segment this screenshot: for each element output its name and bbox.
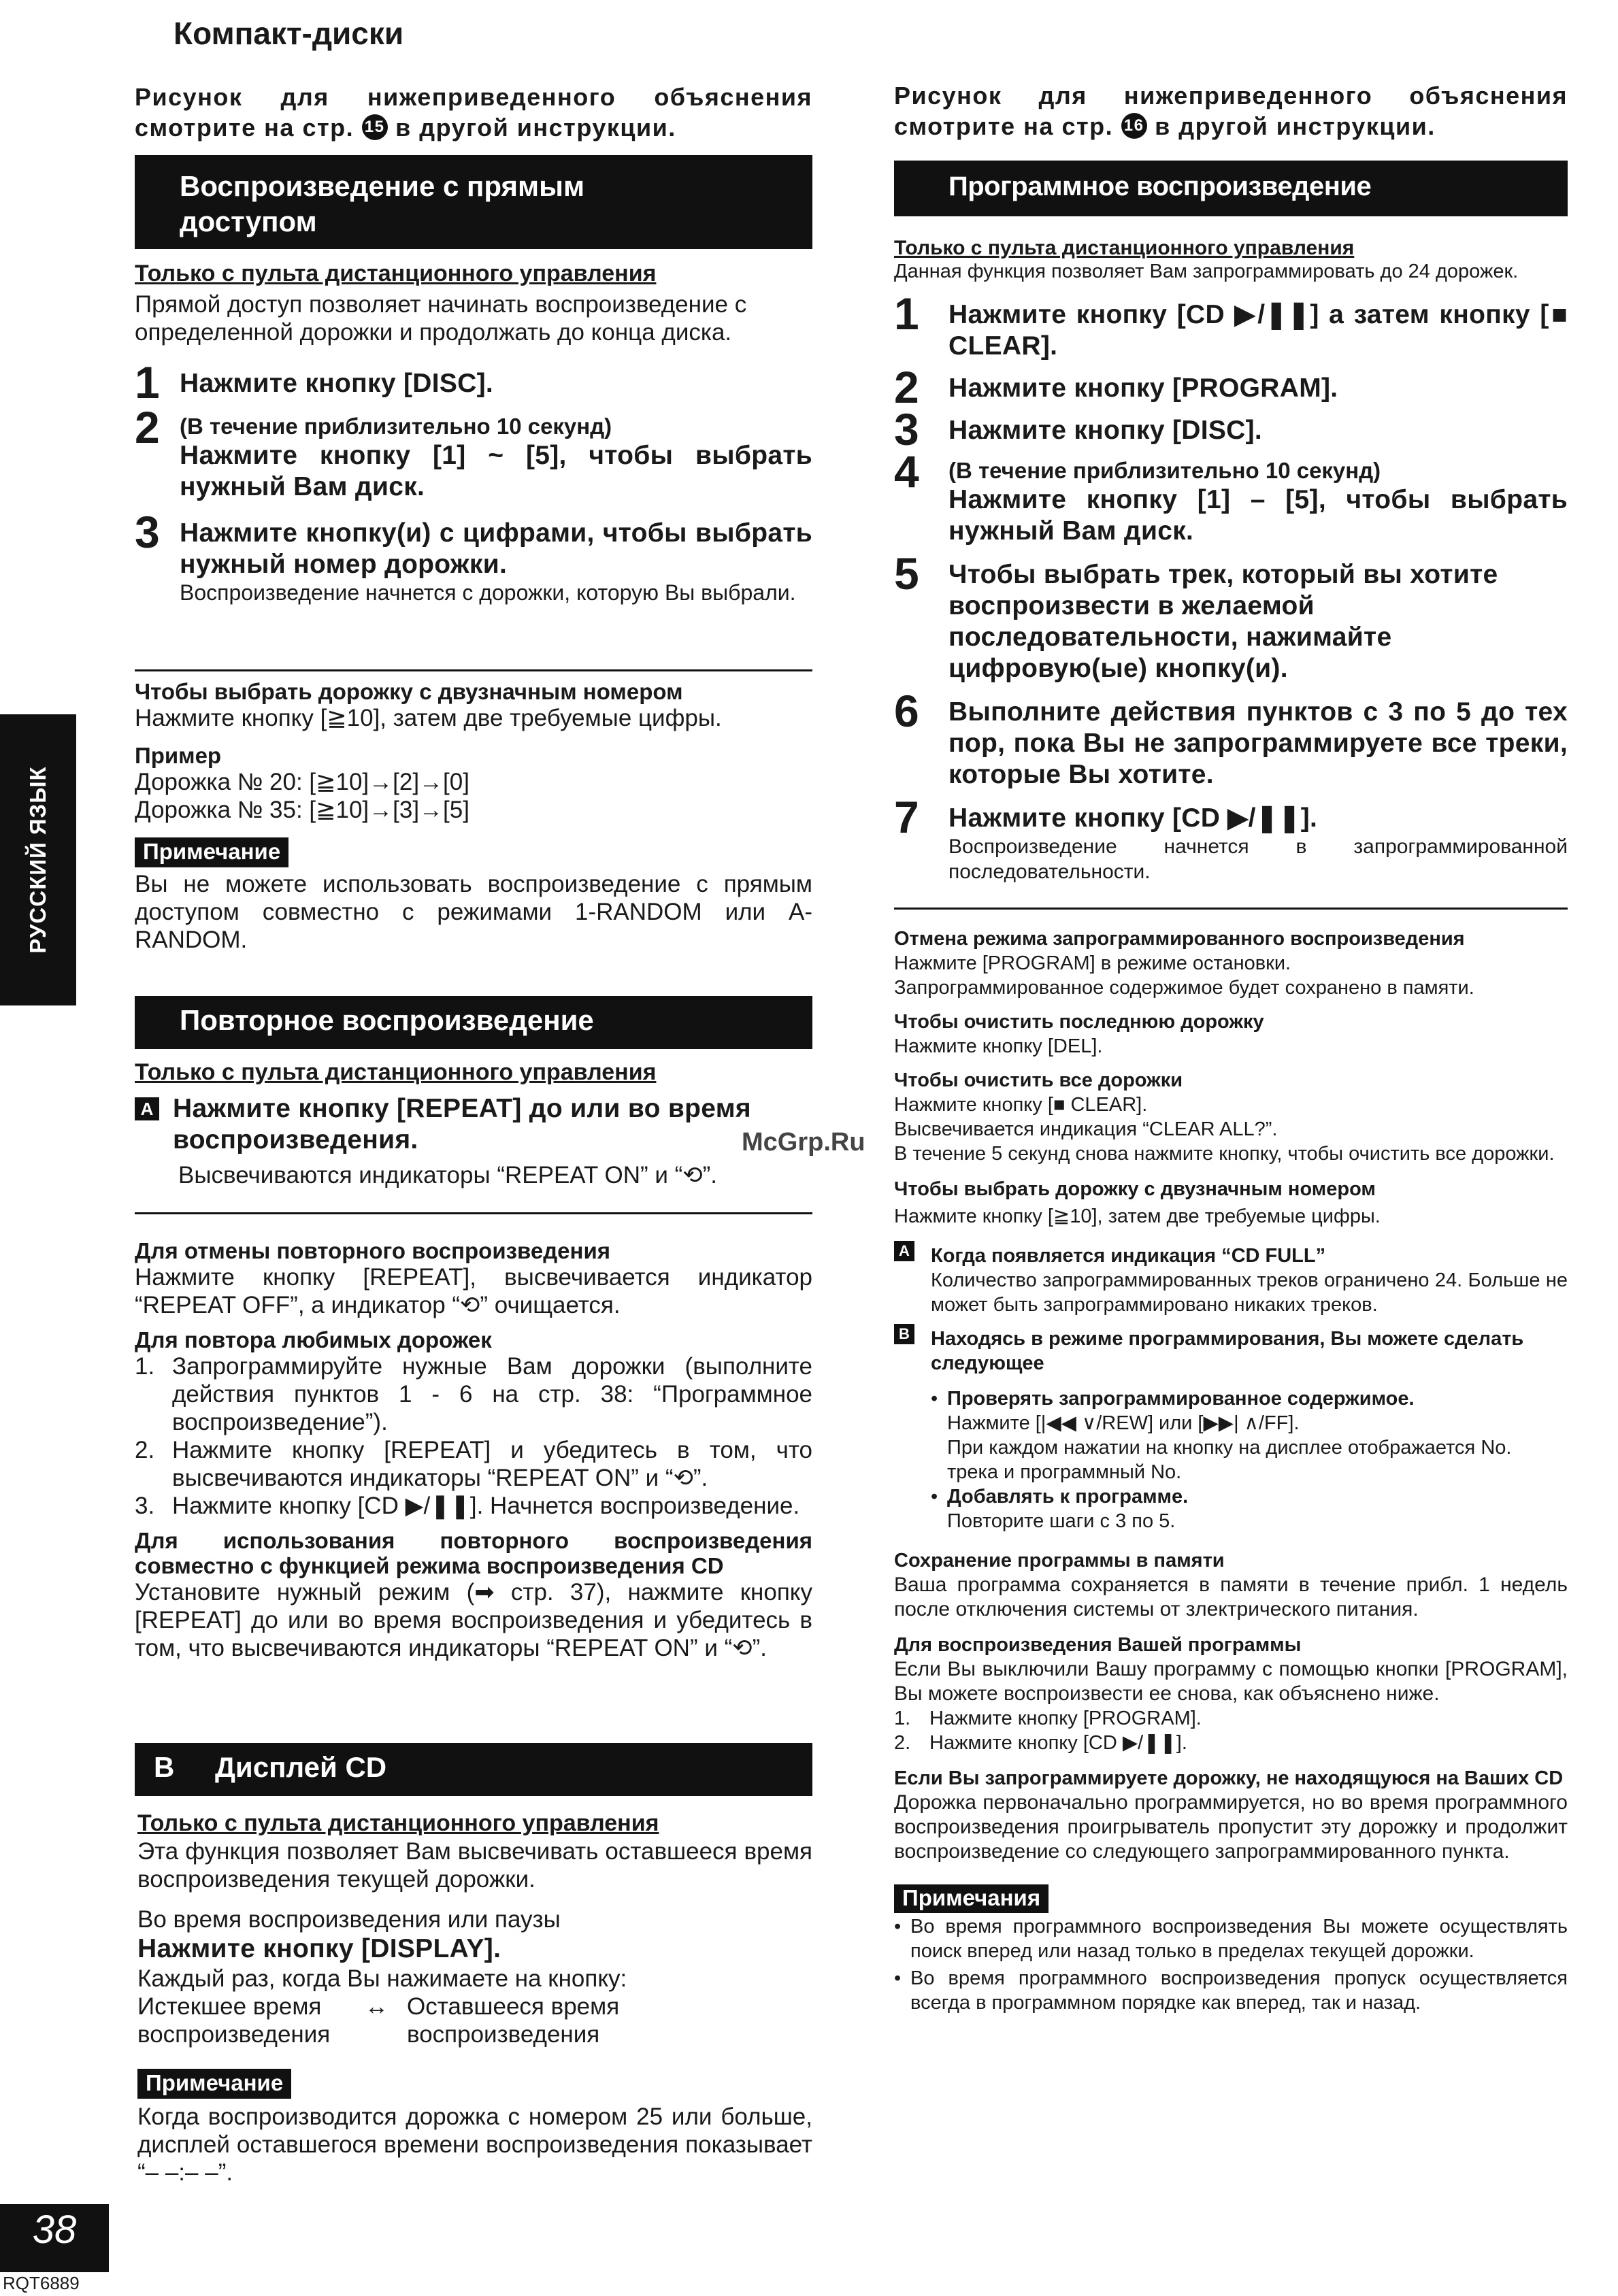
- prog-step-2: 2 Нажмите кнопку [PROGRAM].: [894, 362, 1338, 412]
- divider: [894, 908, 1568, 910]
- right-intro: Рисунок для нижеприведенного объяснения смотрите на стр. 16 в другой инструкции.: [894, 82, 1568, 140]
- cancel-repeat-text: Нажмите кнопку [REPEAT], высвечивается индикатор “REPEAT OFF”, а индикатор “⟲” очищается.: [135, 1264, 812, 1318]
- two-digit-head: Чтобы выбрать дорожку с двузначным номером: [135, 679, 683, 704]
- b-bullet-2: • Добавлять к программе. Повторите шаги с 3 по 5.: [931, 1486, 1189, 1532]
- clear-last-text: Нажмите кнопку [DEL].: [894, 1035, 1103, 1057]
- display-section: [137, 1810, 812, 2186]
- notes-item-1: • Во время программного воспроизведения Вы можете осуществлять поиск вперед или назад только в пределах текущей дорожки.: [894, 1916, 1568, 1962]
- page-ref-badge: 16: [1121, 113, 1147, 139]
- note-b: B Находясь в режиме программирования, Вы можете сделать следующее • Проверять запрограммированное содержимое. Нажмите [|◀◀ ∨/REW] или [▶▶| ∧/FF]. При каждом нажатии на кнопку на дисплее отображается No. трека и программный No. • Добавлять к программе. Повторите шаги с 3 по 5.: [894, 1327, 1568, 1533]
- prog-step-1: 1 Нажмите кнопку [CD ▶/❚❚] а затем кнопку [■ CLEAR].: [894, 288, 1568, 361]
- example-1: Дорожка № 20: [≧10]→[2]→[0]: [135, 769, 469, 795]
- mode-head: Для использования повторного воспроизведения совместно с функцией режима воспроизведения CD: [135, 1528, 812, 1578]
- repeat-section: [135, 1059, 812, 1189]
- section-header-program: Программное воспроизведение: [894, 161, 1568, 216]
- page-number-box: [0, 2204, 109, 2272]
- section-header-display: B Дисплей CD: [135, 1743, 812, 1796]
- save-text: Ваша программа сохраняется в памяти в течение прибл. 1 недель после отключения системы от злектрического питания.: [894, 1574, 1568, 1620]
- save-head: Сохранение программы в памяти: [894, 1550, 1225, 1571]
- display-cycle: Истекшее время воспроизведения ↔ Оставшееся время воспроизведения: [137, 1993, 620, 2048]
- display-during: Во время воспроизведения или паузы: [137, 1906, 561, 1933]
- prog-step-7: 7 Нажмите кнопку [CD ▶/❚❚]. Воспроизведение начнется в запрограммированной последовательности.: [894, 792, 1568, 883]
- watermark: McGrp.Ru: [742, 1128, 865, 1157]
- program-details: [894, 927, 1568, 2015]
- prog-step-6: 6 Выполните действия пунктов с 3 по 5 до тех пор, пока Вы не запрограммируете все треки, которые Вы хотите.: [894, 686, 1568, 789]
- cancel-program-head: Отмена режима запрограммированного воспроизведения: [894, 928, 1465, 950]
- direct-desc: Прямой доступ позволяет начинать воспроизведение с определенной дорожки и продолжать до конца диска.: [135, 291, 747, 346]
- step-3: 3 Нажмите кнопку(и) с цифрами, чтобы выбрать нужный номер дорожки. Воспроизведение начнется с дорожки, которую Вы выбрали.: [135, 507, 812, 605]
- cycle-arrow-icon: ↔: [365, 1993, 389, 2020]
- divider: [135, 669, 812, 671]
- clear-all-head: Чтобы очистить все дорожки: [894, 1069, 1183, 1091]
- two-digit-text: Нажмите кнопку [≧10], затем две требуемые цифры.: [894, 1205, 1381, 1227]
- prog-step-4: 4 (В течение приблизительно 10 секунд) Нажмите кнопку [1] – [5], чтобы выбрать нужный Вам диск.: [894, 446, 1568, 546]
- prog-step-3: 3 Нажмите кнопку [DISC].: [894, 404, 1263, 454]
- display-each: Каждый раз, когда Вы нажимаете на кнопку:: [137, 1965, 627, 1992]
- remote-only-label: Только с пульта дистанционного управления: [135, 1059, 657, 1085]
- step-1: 1 Нажмите кнопку [DISC].: [135, 357, 494, 407]
- two-digit-section: [135, 679, 812, 954]
- cancel-repeat-head: Для отмены повторного воспроизведения: [135, 1238, 610, 1263]
- notcd-text: Дорожка первоначально программируется, но во время программного воспроизведения проигрыватель пропустит эту дорожку и продолжит воспроизведение со следующего запрограммированного пункта.: [894, 1791, 1568, 1863]
- language-tab-label: РУССКИЙ ЯЗЫК: [25, 766, 50, 954]
- direct-access-section: [135, 260, 812, 605]
- display-press: Нажмите кнопку [DISPLAY].: [137, 1934, 501, 1963]
- page-number: 38: [32, 2208, 77, 2252]
- left-intro: Рисунок для нижеприведенного объяснения смотрите на стр. 15 в другой инструкции.: [135, 83, 812, 142]
- right-column: [894, 80, 1568, 142]
- b-bullet-1: • Проверять запрограммированное содержимое. Нажмите [|◀◀ ∨/REW] или [▶▶| ∧/FF]. При каждом нажатии на кнопку на дисплее отображается No. трека и программный No.: [931, 1388, 1512, 1483]
- fav-head: Для повтора любимых дорожек: [135, 1327, 492, 1352]
- program-section: [894, 237, 1568, 884]
- remote-only-label: Только с пульта дистанционного управления: [135, 261, 657, 286]
- section-header-repeat: Повторное воспроизведение: [135, 996, 812, 1049]
- repeat-details: [135, 1238, 812, 1662]
- section-header-direct: Воспроизведение с прямым доступом: [135, 155, 812, 249]
- clear-all-2: Высвечивается индикация “CLEAR ALL?”.: [894, 1118, 1278, 1140]
- direct-note-text: Вы не можете использовать воспроизведение с прямым доступом совместно с режимами 1-RANDOM или A-RANDOM.: [135, 871, 812, 953]
- mark-a-badge: A: [135, 1097, 159, 1120]
- language-tab: [0, 714, 76, 1005]
- mark-b-badge: B: [894, 1324, 914, 1344]
- note-badge: Примечание: [135, 837, 288, 867]
- cancel-program-1: Нажмите [PROGRAM] в режиме остановки.: [894, 952, 1291, 974]
- display-note-text: Когда воспроизводится дорожка с номером 25 или больше, дисплей оставшегося времени воспроизведения показывает “– –:– –”.: [137, 2103, 812, 2186]
- display-desc: Эта функция позволяет Вам высвечивать оставшееся время воспроизведения текущей дорожки.: [137, 1838, 812, 1893]
- doc-code: RQT6889: [3, 2273, 80, 2293]
- cancel-program-2: Запрограммированное содержимое будет сохранено в памяти.: [894, 977, 1474, 999]
- fav-item-3: 3. Нажмите кнопку [CD ▶/❚❚]. Начнется воспроизведение.: [135, 1493, 800, 1519]
- play-item-2: 2. Нажмите кнопку [CD ▶/❚❚].: [894, 1732, 1187, 1754]
- play-text: Если Вы выключили Вашу программу с помощью кнопки [PROGRAM], Вы можете воспроизвести ее снова, как объяснено ниже.: [894, 1658, 1568, 1705]
- clear-all-1: Нажмите кнопку [■ CLEAR].: [894, 1094, 1148, 1116]
- example-head: Пример: [135, 743, 222, 768]
- repeat-step-a: A Нажмите кнопку [REPEAT] до или во время воспроизведения. Высвечиваются индикаторы “REPEAT ON” и “⟲”.: [135, 1093, 812, 1189]
- note-a: A Когда появляется индикация “CD FULL” Количество запрограммированных треков ограничено 24. Больше не может быть запрограммировано никаких треков.: [894, 1244, 1568, 1317]
- two-digit-head: Чтобы выбрать дорожку с двузначным номером: [894, 1178, 1376, 1200]
- mode-text: Установите нужный режим (➡ стр. 37), нажмите кнопку [REPEAT] до или во время воспроизведения и убедитесь в том, что высвечиваются индикаторы “REPEAT ON” и “⟲”.: [135, 1579, 812, 1661]
- clear-all-3: В течение 5 секунд снова нажмите кнопку, чтобы очистить все дорожки.: [894, 1143, 1555, 1165]
- play-item-1: 1. Нажмите кнопку [PROGRAM].: [894, 1708, 1202, 1729]
- play-head: Для воспроизведения Вашей программы: [894, 1634, 1302, 1656]
- note-badge: Примечание: [137, 2069, 291, 2099]
- notes-badge: Примечания: [894, 1884, 1049, 1913]
- remote-only-label: Только с пульта дистанционного управления: [894, 237, 1355, 259]
- example-2: Дорожка № 35: [≧10]→[3]→[5]: [135, 797, 469, 823]
- notes-item-2: • Во время программного воспроизведения пропуск осуществляется всегда в программном порядке как вперед, так и назад.: [894, 1967, 1568, 2014]
- two-digit-text: Нажмите кнопку [≧10], затем две требуемые цифры.: [135, 705, 722, 731]
- notcd-head: Если Вы запрограммируете дорожку, не находящуюся на Ваших CD: [894, 1767, 1564, 1789]
- clear-last-head: Чтобы очистить последнюю дорожку: [894, 1011, 1264, 1033]
- left-column: [135, 82, 812, 143]
- step-2: 2 (В течение приблизительно 10 секунд) Нажмите кнопку [1] ~ [5], чтобы выбрать нужный Вам диск.: [135, 402, 812, 501]
- page-ref-badge: 15: [362, 114, 388, 140]
- prog-step-5: 5 Чтобы выбрать трек, который вы хотите воспроизвести в желаемой последовательности, нажимайте цифровую(ые) кнопку(и).: [894, 548, 1498, 683]
- program-desc: Данная функция позволяет Вам запрограммировать до 24 дорожек.: [894, 261, 1519, 282]
- remote-only-label: Только с пульта дистанционного управления: [137, 1810, 659, 1836]
- page-title: Компакт-диски: [174, 16, 404, 51]
- fav-item-2: 2. Нажмите кнопку [REPEAT] и убедитесь в том, что высвечиваются индикаторы “REPEAT ON” и “⟲”.: [135, 1437, 812, 1491]
- mark-a-badge: A: [894, 1241, 914, 1261]
- divider: [135, 1212, 812, 1214]
- fav-item-1: 1. Запрограммируйте нужные Вам дорожки (выполните действия пунктов 1 - 6 на стр. 38: “Программное воспроизведение”).: [135, 1353, 812, 1435]
- mark-b: B: [154, 1751, 175, 1783]
